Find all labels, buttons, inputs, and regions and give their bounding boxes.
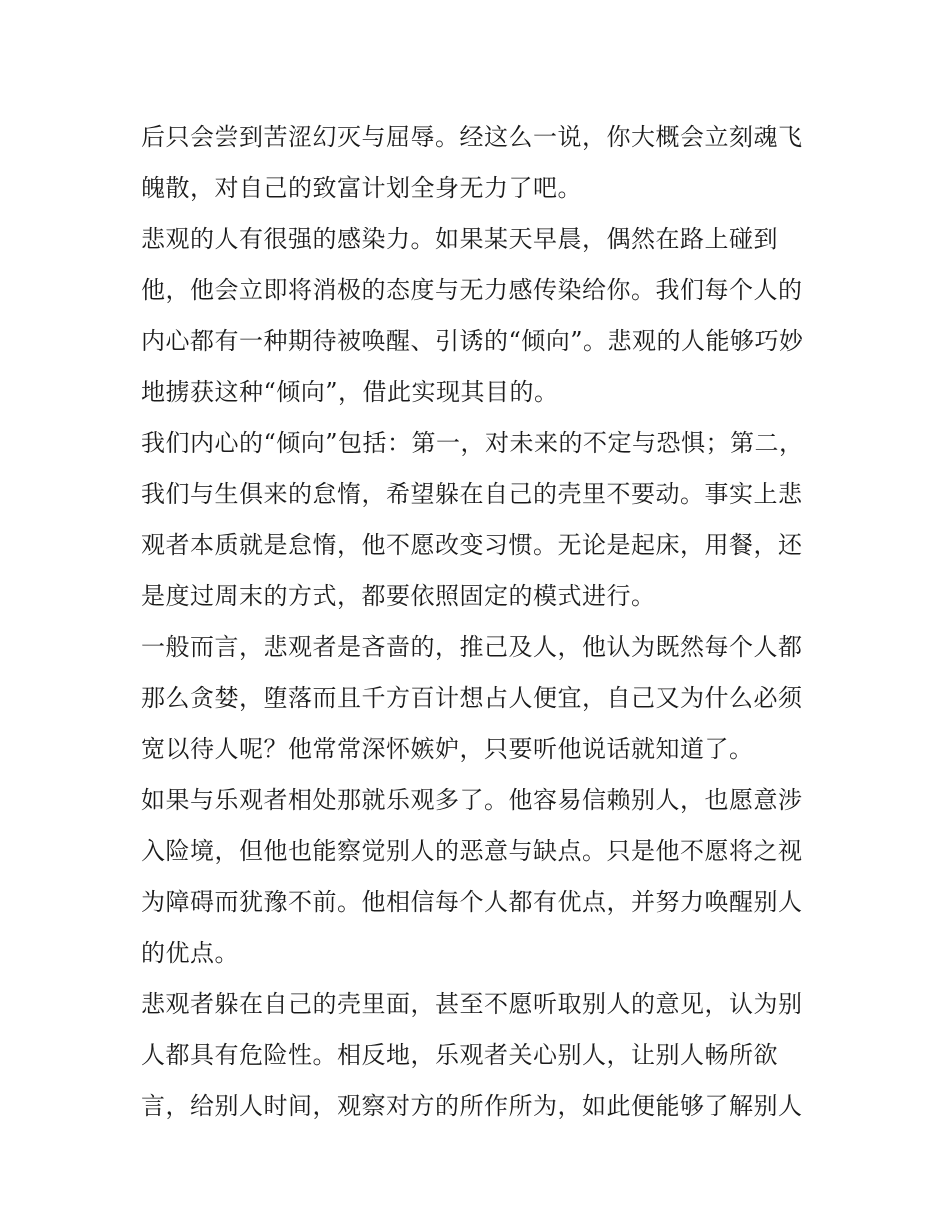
text-line: 为障碍而犹豫不前。他相信每个人都有优点，并努力唤醒别人 (141, 888, 803, 916)
text-line: 我们内心的“倾向”包括：第一，对未来的不定与恐惧；第二， (141, 429, 804, 457)
text-line: 如果与乐观者相处那就乐观多了。他容易信赖别人，也愿意涉 (141, 786, 803, 814)
text-line: 那么贪婪，堕落而且千方百计想占人便宜，自己又为什么必须 (141, 684, 803, 712)
text-line: 人都具有危险性。相反地，乐观者关心别人，让别人畅所欲 (141, 1041, 778, 1069)
text-line: 观者本质就是怠惰，他不愿改变习惯。无论是起床，用餐，还 (141, 531, 803, 559)
text-line: 他，他会立即将消极的态度与无力感传染给你。我们每个人的 (141, 276, 803, 304)
text-line: 悲观者躲在自己的壳里面，甚至不愿听取别人的意见，认为别 (141, 990, 803, 1018)
text-line: 魄散，对自己的致富计划全身无力了吧。 (141, 174, 582, 202)
text-line: 入险境，但他也能察觉别人的恶意与缺点。只是他不愿将之视 (141, 837, 803, 865)
text-line: 一般而言，悲观者是吝啬的，推己及人，他认为既然每个人都 (141, 633, 803, 661)
text-line: 言，给别人时间，观察对方的所作所为，如此便能够了解别人 (141, 1092, 803, 1120)
text-line: 后只会尝到苦涩幻灭与屈辱。经这么一说，你大概会立刻魂飞 (141, 123, 803, 151)
text-line: 地掳获这种“倾向”，借此实现其目的。 (141, 378, 559, 406)
text-line: 是度过周末的方式，都要依照固定的模式进行。 (141, 582, 656, 610)
text-line: 我们与生俱来的怠惰，希望躲在自己的壳里不要动。事实上悲 (141, 480, 803, 508)
text-line: 的优点。 (141, 939, 239, 967)
text-line: 悲观的人有很强的感染力。如果某天早晨，偶然在路上碰到 (141, 225, 778, 253)
body-text (141, 112, 821, 1132)
text-line: 宽以待人呢？他常常深怀嫉妒，只要听他说话就知道了。 (141, 735, 754, 763)
text-line: 内心都有一种期待被唤醒、引诱的“倾向”。悲观的人能够巧妙 (141, 327, 804, 355)
